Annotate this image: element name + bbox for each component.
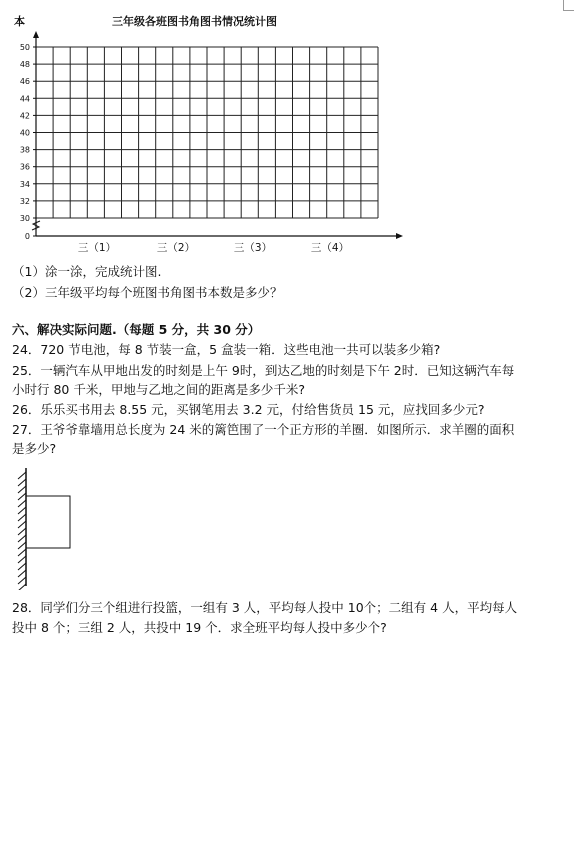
wall-hatch-line (18, 535, 26, 542)
wall-hatch-line (18, 521, 26, 528)
problem-25-line-2: 小时行 80 千米，甲地与乙地之间的距离是多少千米? (12, 382, 305, 397)
wall-hatch-line (18, 486, 26, 493)
y-axis-arrow (33, 31, 39, 38)
wall-hatch-line (18, 570, 26, 577)
question-2: （2）三年级平均每个班图书角图书本数是多少？ (12, 285, 283, 300)
y-tick-label: 0 (24, 232, 30, 241)
y-tick-label: 42 (19, 111, 30, 121)
wall-hatch-line (18, 577, 26, 584)
problem-24: 24．720 节电池，每 8 节装一盒，5 盒装一箱．这些电池一共可以装多少箱? (12, 342, 441, 357)
wall-hatch-line (18, 556, 26, 563)
wall-hatch-line (18, 542, 26, 549)
x-category-label: 三（3） (233, 242, 273, 254)
wall-hatching (18, 472, 26, 590)
y-tick-label: 44 (19, 94, 30, 104)
y-tick-label: 50 (19, 43, 30, 52)
wall-hatch-line (18, 514, 26, 521)
wall-hatch-line (18, 563, 26, 570)
problem-26: 26．乐乐买书用去 8.55 元，买钢笔用去 3.2 元，付给售货员 15 元，应找回多少元? (12, 402, 485, 417)
square-pen (26, 496, 70, 548)
wall-hatch-line (18, 584, 26, 590)
wall-hatch-line (18, 479, 26, 486)
sheep-pen-figure (8, 466, 88, 594)
chart-x-categories (78, 242, 349, 254)
problem-27-line-2: 是多少? (12, 441, 57, 456)
x-category-label: 三（4） (310, 242, 350, 254)
y-tick-label: 40 (19, 128, 30, 138)
problem-25-line-1: 25．一辆汽车从甲地出发的时刻是上午 9时，到达乙地的时刻是下午 2时．已知这辆汽车每 (12, 363, 515, 378)
x-category-label: 三（2） (156, 242, 196, 254)
y-tick-label: 30 (19, 214, 30, 223)
question-1: （1）涂一涂，完成统计图. (12, 264, 162, 279)
wall-hatch-line (18, 549, 26, 556)
chart-grid (36, 47, 378, 218)
bar-chart (0, 0, 580, 260)
chart-title: 三年级各班图书角图书情况统计图 (112, 15, 277, 28)
problem-28-line-2: 投中 8 个；三组 2 人，共投中 19 个．求全班平均每人投中多少个? (12, 620, 387, 635)
chart-ylabel: 本 (14, 15, 25, 28)
chart-y-ticks (20, 43, 36, 241)
wall-hatch-line (18, 500, 26, 507)
y-tick-label: 34 (19, 179, 30, 189)
y-tick-label: 38 (19, 145, 30, 155)
y-tick-label: 36 (19, 162, 30, 172)
x-axis-arrow (396, 233, 403, 239)
y-tick-label: 46 (19, 77, 30, 87)
x-category-label: 三（1） (77, 242, 117, 254)
problem-28-line-1: 28．同学们分三个组进行投篮，一组有 3 人，平均每人投中 10个；二组有 4 人，平均每人 (12, 600, 518, 615)
wall-hatch-line (18, 472, 26, 479)
y-tick-label: 32 (19, 196, 30, 206)
wall-hatch-line (18, 493, 26, 500)
y-tick-label: 48 (19, 60, 30, 70)
wall-hatch-line (18, 507, 26, 514)
axis-break-mark (32, 221, 40, 230)
section-6-title: 六、解决实际问题.（每题 5 分，共 30 分） (12, 322, 261, 337)
problem-27-line-1: 27．王爷爷靠墙用总长度为 24 米的篱笆围了一个正方形的羊圈．如图所示．求羊圈的面积 (12, 422, 515, 437)
wall-hatch-line (18, 528, 26, 535)
